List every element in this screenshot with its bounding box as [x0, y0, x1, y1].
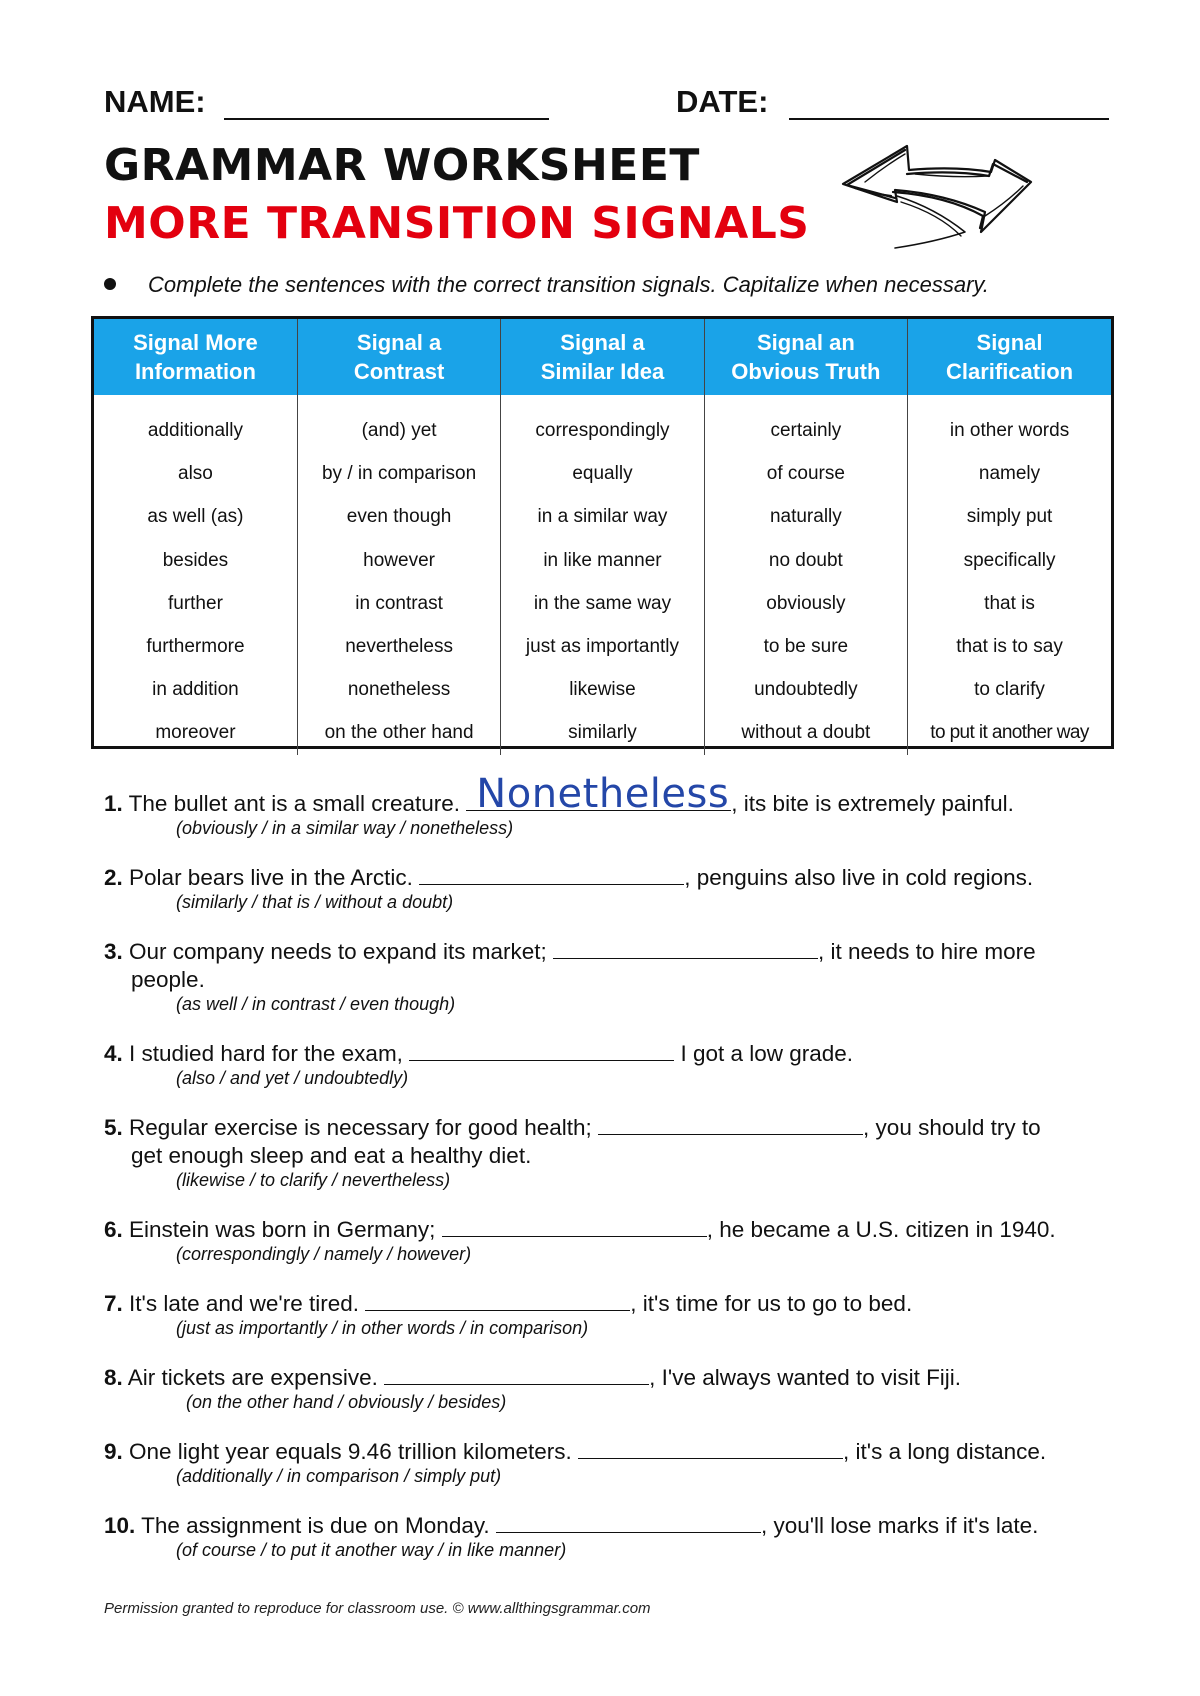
header-similar-idea: Signal a Similar Idea [501, 319, 704, 395]
answer-blank[interactable] [598, 1114, 863, 1135]
table-cell: similarly [568, 722, 637, 744]
question-4 [104, 1040, 1114, 1068]
table-cell: nonetheless [347, 679, 451, 701]
question-9 [104, 1438, 1114, 1466]
question-number: 7. [104, 1291, 123, 1316]
question-text-before: I studied hard for the exam, [129, 1041, 403, 1066]
question-text-before: Regular exercise is necessary for good health; [129, 1115, 592, 1140]
question-3 [104, 938, 1114, 994]
worksheet-subtitle: MORE TRANSITION SIGNALS [104, 198, 810, 249]
question-1 [104, 771, 1114, 818]
header-contrast: Signal a Contrast [297, 319, 500, 395]
name-label: NAME: [104, 84, 206, 119]
table-cell: that is [984, 592, 1035, 614]
answer-options: (obviously / in a similar way / nonetheless) [176, 818, 514, 838]
table-cell: in other words [949, 420, 1070, 441]
question-number: 1. [104, 791, 123, 816]
table-cell: undoubtedly [754, 679, 858, 701]
question-text-before: It's late and we're tired. [129, 1291, 359, 1316]
question-text-before: The assignment is due on Monday. [141, 1513, 490, 1538]
answer-options: (similarly / that is / without a doubt) [176, 892, 454, 912]
table-cell: by / in comparison [321, 463, 477, 485]
table-cell: that is to say [956, 635, 1063, 657]
instructions-text: Complete the sentences with the correct transition signals. Capitalize when necessary. [148, 272, 989, 297]
table-cell: likewise [569, 679, 636, 701]
column-more-information [94, 395, 297, 755]
question-5 [104, 1114, 1114, 1170]
answer-blank[interactable] [442, 1216, 707, 1237]
table-cell: in a similar way [537, 506, 668, 528]
table-cell: on the other hand [324, 722, 474, 744]
answer-options: (on the other hand / obviously / besides) [186, 1392, 507, 1412]
table-cell: further [167, 592, 223, 614]
answer-blank[interactable] [384, 1364, 649, 1385]
question-7 [104, 1290, 1114, 1318]
table-cell: even though [346, 506, 452, 528]
table-cell: as well (as) [147, 506, 244, 528]
table-cell: in addition [152, 679, 239, 701]
table-cell: besides [162, 549, 229, 571]
table-cell: just as importantly [525, 635, 680, 657]
answer-options: (additionally / in comparison / simply put) [176, 1466, 502, 1486]
date-blank[interactable] [789, 118, 1109, 120]
table-cell: furthermore [146, 635, 245, 657]
table-cell: to clarify [974, 679, 1045, 701]
column-obvious-truth [704, 395, 907, 755]
question-number: 2. [104, 865, 123, 890]
question-text-before: One light year equals 9.46 trillion kilometers. [129, 1439, 572, 1464]
question-number: 8. [104, 1365, 123, 1390]
question-number: 9. [104, 1439, 123, 1464]
column-similar-idea [501, 395, 704, 755]
answer-blank[interactable] [419, 864, 684, 885]
answer-blank[interactable] [409, 1040, 674, 1061]
table-cell: however [363, 549, 435, 571]
question-2 [104, 864, 1114, 892]
table-cell: without a doubt [741, 722, 871, 744]
table-cell: in contrast [355, 592, 443, 614]
answer-blank[interactable] [365, 1290, 630, 1311]
table-cell: in the same way [533, 592, 672, 614]
table-cell: nevertheless [345, 635, 453, 657]
answer-options: (as well / in contrast / even though) [176, 994, 456, 1014]
table-cell: namely [978, 463, 1041, 485]
table-cell: naturally [769, 506, 842, 528]
copyright-footer: Permission granted to reproduce for classroom use. © www.allthingsgrammar.com [104, 1600, 651, 1617]
instructions [104, 272, 1114, 298]
answer-options: (just as importantly / in other words / in comparison) [176, 1318, 589, 1338]
table-cell: also [178, 463, 213, 485]
question-text-after: , I've always wanted to visit Fiji. [649, 1365, 962, 1390]
question-8 [104, 1364, 1114, 1392]
question-text-before: The bullet ant is a small creature. [128, 791, 461, 816]
question-number: 3. [104, 939, 123, 964]
answer-blank[interactable] [578, 1438, 843, 1459]
question-text-after: , it's time for us to go to bed. [630, 1291, 913, 1316]
table-body-row [94, 395, 1111, 755]
table-cell: of course [766, 463, 845, 485]
table-cell: moreover [155, 722, 236, 744]
header-more-information: Signal More Information [94, 319, 297, 395]
question-text-after: , you should try to [863, 1115, 1041, 1140]
name-date-row [104, 84, 1104, 124]
answer-options: (correspondingly / namely / however) [176, 1244, 472, 1264]
header-obvious-truth: Signal an Obvious Truth [704, 319, 907, 395]
question-text-after: , you'll lose marks if it's late. [760, 1513, 1039, 1538]
answer-blank[interactable] [553, 938, 818, 959]
question-number: 4. [104, 1041, 123, 1066]
table-cell: to put it another way [930, 722, 1089, 744]
question-number: 5. [104, 1115, 123, 1140]
column-clarification [908, 395, 1111, 755]
question-text-continued: get enough sleep and eat a healthy diet. [131, 1143, 532, 1168]
question-number: 6. [104, 1217, 123, 1242]
table-cell: specifically [963, 549, 1056, 571]
question-text-continued: people. [131, 967, 205, 992]
header-clarification: Signal Clarification [908, 319, 1111, 395]
question-text-after: , he became a U.S. citizen in 1940. [706, 1217, 1056, 1242]
question-text-before: Air tickets are expensive. [127, 1365, 378, 1390]
question-text-after: , its bite is extremely painful. [731, 791, 1014, 816]
question-text-before: Einstein was born in Germany; [129, 1217, 436, 1242]
table-cell: simply put [966, 506, 1053, 528]
table-cell: obviously [766, 592, 846, 614]
table-cell: correspondingly [535, 420, 670, 441]
question-text-after: , it's a long distance. [843, 1439, 1047, 1464]
answer-blank[interactable] [496, 1512, 761, 1533]
table-header-row [94, 319, 1111, 395]
double-arrow-icon [835, 136, 1035, 256]
question-6 [104, 1216, 1114, 1244]
question-text-after: , it needs to hire more [818, 939, 1036, 964]
table-cell: to be sure [763, 635, 849, 657]
table-cell: certainly [770, 420, 842, 441]
answer-options: (likewise / to clarify / nevertheless) [176, 1170, 451, 1190]
question-number: 10. [104, 1513, 136, 1538]
date-label: DATE: [676, 84, 769, 119]
table-cell: equally [572, 463, 633, 485]
question-text-before: Polar bears live in the Arctic. [129, 865, 413, 890]
bullet-icon [104, 278, 116, 290]
column-contrast [297, 395, 500, 755]
question-text-after: I got a low grade. [674, 1041, 854, 1066]
answer-blank[interactable] [466, 771, 731, 817]
question-text-after: , penguins also live in cold regions. [684, 865, 1034, 890]
table-cell: (and) yet [361, 420, 437, 441]
question-10 [104, 1512, 1114, 1540]
transition-signals-table [91, 316, 1114, 749]
table-cell: additionally [147, 420, 243, 441]
table-cell: no doubt [768, 549, 843, 571]
table-cell: in like manner [543, 549, 662, 571]
worksheet-title: GRAMMAR WORKSHEET [104, 140, 700, 191]
handwritten-answer: Nonetheless [476, 771, 730, 817]
answer-options: (of course / to put it another way / in like manner) [176, 1540, 567, 1560]
answer-options: (also / and yet / undoubtedly) [176, 1068, 409, 1088]
name-blank[interactable] [224, 118, 549, 120]
question-text-before: Our company needs to expand its market; [129, 939, 547, 964]
